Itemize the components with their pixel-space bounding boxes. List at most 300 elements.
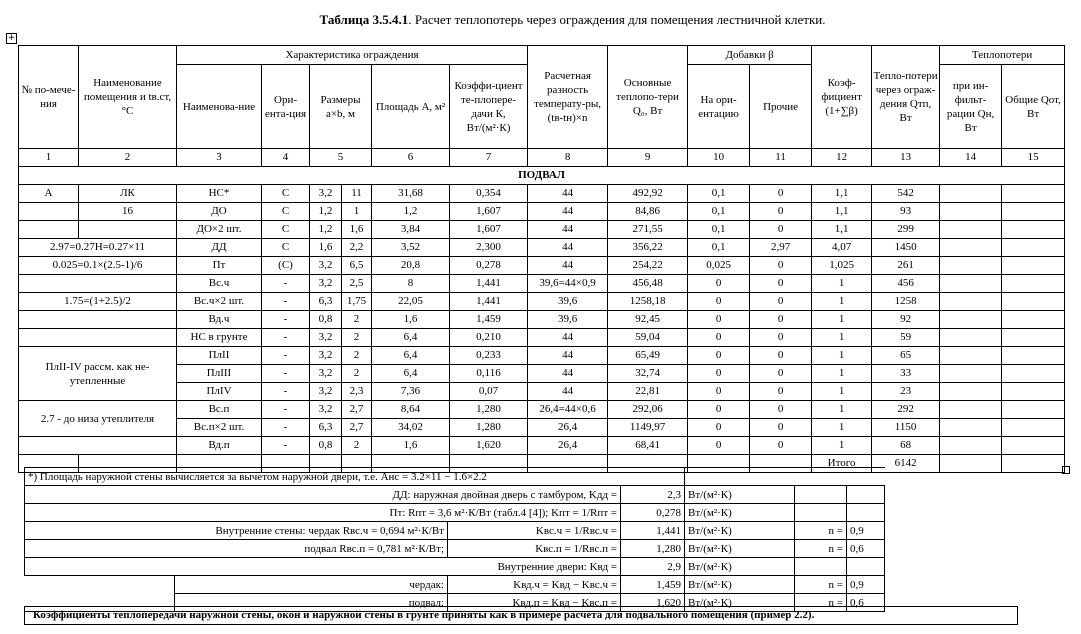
header-col4: Ори-ента-ция: [262, 65, 310, 149]
envelope-loss-cell: 1258: [872, 293, 940, 311]
col-number: 14: [940, 149, 1002, 167]
size-a-cell: 0,8: [310, 437, 342, 455]
element-name-cell: ДД: [177, 239, 262, 257]
formula-note-cell: [19, 437, 177, 455]
size-a-cell: 3,2: [310, 329, 342, 347]
note-dd-value: 2,3: [621, 486, 685, 504]
orientation-cell: -: [262, 311, 310, 329]
other-add-cell: 0: [750, 293, 812, 311]
col-number: 10: [688, 149, 750, 167]
temp-diff-cell: 44: [528, 383, 608, 401]
table-row: [19, 185, 1065, 203]
total-loss-cell: [1002, 347, 1065, 365]
header-col1: № по-мече-ния: [19, 46, 79, 149]
infiltration-loss-cell: [940, 329, 1002, 347]
col-number: 6: [372, 149, 450, 167]
header-col2: Наименование помещения и tв.ст, °С: [79, 46, 177, 149]
orientation-add-cell: 0: [688, 365, 750, 383]
temp-diff-cell: 39,6: [528, 293, 608, 311]
k-coefficient-cell: 1,620: [450, 437, 528, 455]
table-row: [19, 239, 1065, 257]
col-number: 11: [750, 149, 812, 167]
col-number: 5: [310, 149, 372, 167]
area-cell: 20,8: [372, 257, 450, 275]
temp-diff-cell: 44: [528, 239, 608, 257]
infiltration-loss-cell: [940, 203, 1002, 221]
header-col11: Прочие: [750, 65, 812, 149]
merged-note-cell: ПлII-IV рассм. как не-утепленные: [19, 347, 177, 401]
factor-cell: 1: [812, 347, 872, 365]
header-col7: Коэффи-циент те-плопере-дачи К, Вт/(м²·К): [450, 65, 528, 149]
base-loss-cell: 356,22: [608, 239, 688, 257]
base-loss-cell: 292,06: [608, 401, 688, 419]
total-loss-cell: [1002, 401, 1065, 419]
base-loss-cell: 1258,18: [608, 293, 688, 311]
infiltration-loss-cell: [940, 293, 1002, 311]
col-number: 2: [79, 149, 177, 167]
orientation-add-cell: 0,1: [688, 185, 750, 203]
base-loss-cell: 92,45: [608, 311, 688, 329]
size-b-cell: 2: [342, 365, 372, 383]
table-row: [19, 275, 1065, 293]
base-loss-cell: 32,74: [608, 365, 688, 383]
header-col8: Расчетная разность температу-ры, (tв-tн)×n: [528, 46, 608, 149]
room-name-cell: ЛК: [79, 185, 177, 203]
room-name-cell: 16: [79, 203, 177, 221]
size-a-cell: 3,2: [310, 347, 342, 365]
element-name-cell: Вс.ч: [177, 275, 262, 293]
note-inner-doors-value: 2,9: [621, 558, 685, 576]
size-a-cell: 6,3: [310, 419, 342, 437]
envelope-loss-cell: 59: [872, 329, 940, 347]
area-cell: 31,68: [372, 185, 450, 203]
k-coefficient-cell: 2,300: [450, 239, 528, 257]
note-n-label: n =: [795, 522, 847, 540]
size-b-cell: 2: [342, 347, 372, 365]
note-n-label: n =: [795, 576, 847, 594]
table-row: [19, 221, 1065, 239]
orientation-cell: -: [262, 347, 310, 365]
table-row: [19, 293, 1065, 311]
infiltration-loss-cell: [940, 383, 1002, 401]
formula-note-cell: [19, 329, 177, 347]
note-inner-walls-basement: подвал Rвс.п = 0,781 м²·К/Вт;: [25, 540, 448, 558]
size-b-cell: 6,5: [342, 257, 372, 275]
total-loss-cell: [1002, 185, 1065, 203]
k-coefficient-cell: 0,07: [450, 383, 528, 401]
other-add-cell: 0: [750, 401, 812, 419]
col-number: 8: [528, 149, 608, 167]
table-title: [0, 12, 1081, 28]
other-add-cell: 0: [750, 365, 812, 383]
factor-cell: 1,1: [812, 185, 872, 203]
temp-diff-cell: 26,4: [528, 419, 608, 437]
total-value: 6142: [872, 455, 940, 473]
orientation-cell: -: [262, 401, 310, 419]
col-number: 1: [19, 149, 79, 167]
size-b-cell: 2,7: [342, 401, 372, 419]
note-inner-doors-unit: Вт/(м²·К): [685, 558, 795, 576]
factor-cell: 4,07: [812, 239, 872, 257]
area-cell: 3,84: [372, 221, 450, 239]
envelope-loss-cell: 1450: [872, 239, 940, 257]
area-cell: 34,02: [372, 419, 450, 437]
note-pt-value: 0,278: [621, 504, 685, 522]
envelope-loss-cell: 23: [872, 383, 940, 401]
base-loss-cell: 492,92: [608, 185, 688, 203]
size-b-cell: 1,6: [342, 221, 372, 239]
area-cell: 1,6: [372, 311, 450, 329]
table-move-handle-icon[interactable]: +: [7, 33, 16, 43]
orientation-cell: -: [262, 419, 310, 437]
factor-cell: 1: [812, 401, 872, 419]
table-row: [19, 311, 1065, 329]
element-name-cell: ПлIV: [177, 383, 262, 401]
table-cell: [795, 558, 847, 576]
col-number: 3: [177, 149, 262, 167]
note-door-attic-unit: Вт/(м²·К): [685, 576, 795, 594]
orientation-add-cell: 0,1: [688, 203, 750, 221]
header-col9: Основные теплопо-тери Q₀, Вт: [608, 46, 688, 149]
temp-diff-cell: 26,4: [528, 437, 608, 455]
size-a-cell: 1,2: [310, 203, 342, 221]
orientation-add-cell: 0: [688, 401, 750, 419]
envelope-loss-cell: 33: [872, 365, 940, 383]
infiltration-loss-cell: [940, 311, 1002, 329]
temp-diff-cell: 44: [528, 365, 608, 383]
k-coefficient-cell: 0,233: [450, 347, 528, 365]
orientation-cell: -: [262, 293, 310, 311]
note-door-attic-value: 1,459: [621, 576, 685, 594]
header-col13: Тепло-потери через ограж-дения Qтп, Вт: [872, 46, 940, 149]
formula-note-cell: 0.025=0.1×(2.5-1)/6: [19, 257, 177, 275]
col-number: 4: [262, 149, 310, 167]
base-loss-cell: 254,22: [608, 257, 688, 275]
element-name-cell: Вс.п×2 шт.: [177, 419, 262, 437]
table-row: [19, 401, 1065, 419]
size-a-cell: 3,2: [310, 383, 342, 401]
envelope-loss-cell: 92: [872, 311, 940, 329]
infiltration-loss-cell: [940, 401, 1002, 419]
factor-cell: 1: [812, 365, 872, 383]
note-door-basement-k: Kвд.п = Kвд − Kвс.п =: [448, 594, 621, 612]
formula-note-cell: [19, 311, 177, 329]
formula-note-cell: 1.75=(1+2.5)/2: [19, 293, 177, 311]
formula-note-cell: 2.97=0.27H=0.27×11: [19, 239, 177, 257]
size-b-cell: 11: [342, 185, 372, 203]
room-name-cell: [79, 221, 177, 239]
note-n-value: 0,6: [847, 594, 885, 612]
base-loss-cell: 68,41: [608, 437, 688, 455]
col-number: 13: [872, 149, 940, 167]
orientation-cell: С: [262, 239, 310, 257]
temp-diff-cell: 44: [528, 257, 608, 275]
size-a-cell: 3,2: [310, 401, 342, 419]
orientation-add-cell: 0,025: [688, 257, 750, 275]
col-number: 9: [608, 149, 688, 167]
area-cell: 1,2: [372, 203, 450, 221]
table-title-number: Таблица 3.5.4.1: [319, 12, 409, 27]
orientation-add-cell: 0: [688, 311, 750, 329]
total-loss-cell: [1002, 203, 1065, 221]
total-label: Итого: [812, 455, 872, 473]
orientation-add-cell: 0: [688, 275, 750, 293]
temp-diff-cell: 44: [528, 221, 608, 239]
factor-cell: 1: [812, 437, 872, 455]
size-a-cell: 3,2: [310, 257, 342, 275]
k-coefficient-cell: 1,441: [450, 275, 528, 293]
envelope-loss-cell: 456: [872, 275, 940, 293]
temp-diff-cell: 26,4=44×0,6: [528, 401, 608, 419]
col-number: 7: [450, 149, 528, 167]
element-name-cell: ДО×2 шт.: [177, 221, 262, 239]
other-add-cell: 0: [750, 221, 812, 239]
orientation-cell: -: [262, 329, 310, 347]
note-door-basement-value: 1,620: [621, 594, 685, 612]
total-loss-cell: [1002, 329, 1065, 347]
note-inner-walls-basement-unit: Вт/(м²·К): [685, 540, 795, 558]
factor-cell: 1,1: [812, 221, 872, 239]
size-a-cell: 3,2: [310, 275, 342, 293]
table-cell: [795, 486, 847, 504]
size-a-cell: 3,2: [310, 185, 342, 203]
note-n-label: n =: [795, 594, 847, 612]
notes-block: [24, 467, 884, 612]
note-inner-walls-basement-k: Kвс.п = 1/Rвс.п =: [448, 540, 621, 558]
note-inner-walls-attic-value: 1,441: [621, 522, 685, 540]
size-b-cell: 2: [342, 311, 372, 329]
header-group-characteristics: Характеристика ограждения: [177, 46, 528, 65]
table-row: [19, 347, 1065, 365]
note-inner-walls-attic-k: Kвс.ч = 1/Rвс.ч =: [448, 522, 621, 540]
element-name-cell: Вс.ч×2 шт.: [177, 293, 262, 311]
note-inner-doors-label: Внутренние двери: Kвд =: [25, 558, 621, 576]
element-name-cell: ДО: [177, 203, 262, 221]
k-coefficient-cell: 0,116: [450, 365, 528, 383]
envelope-loss-cell: 261: [872, 257, 940, 275]
infiltration-loss-cell: [940, 257, 1002, 275]
orientation-add-cell: 0,1: [688, 239, 750, 257]
total-loss-cell: [1002, 239, 1065, 257]
envelope-loss-cell: 299: [872, 221, 940, 239]
element-name-cell: Вд.ч: [177, 311, 262, 329]
table-row: [19, 257, 1065, 275]
header-col6: Площадь A, м²: [372, 65, 450, 149]
infiltration-loss-cell: [940, 275, 1002, 293]
element-name-cell: Вд.п: [177, 437, 262, 455]
size-b-cell: 2,5: [342, 275, 372, 293]
factor-cell: 1: [812, 383, 872, 401]
k-coefficient-cell: 0,278: [450, 257, 528, 275]
formula-note-cell: [19, 275, 177, 293]
k-coefficient-cell: 1,607: [450, 221, 528, 239]
k-coefficient-cell: 1,280: [450, 401, 528, 419]
base-loss-cell: 271,55: [608, 221, 688, 239]
other-add-cell: 0: [750, 419, 812, 437]
size-a-cell: 6,3: [310, 293, 342, 311]
orientation-cell: С: [262, 221, 310, 239]
merged-note-cell: 2.7 - до низа утеплителя: [19, 401, 177, 437]
note-door-basement-unit: Вт/(м²·К): [685, 594, 795, 612]
other-add-cell: 0: [750, 437, 812, 455]
table-cell: [25, 576, 175, 594]
base-loss-cell: 1149,97: [608, 419, 688, 437]
size-a-cell: 1,2: [310, 221, 342, 239]
factor-cell: 1: [812, 311, 872, 329]
element-name-cell: ПлIII: [177, 365, 262, 383]
infiltration-loss-cell: [940, 239, 1002, 257]
size-b-cell: 1: [342, 203, 372, 221]
header-col15: Общие Qот, Вт: [1002, 65, 1065, 149]
envelope-loss-cell: 542: [872, 185, 940, 203]
envelope-loss-cell: 1150: [872, 419, 940, 437]
temp-diff-cell: 39,6: [528, 311, 608, 329]
table-cell: [940, 455, 1002, 473]
note-inner-walls-attic-unit: Вт/(м²·К): [685, 522, 795, 540]
k-coefficient-cell: 0,210: [450, 329, 528, 347]
note-door-attic-label: чердак:: [175, 576, 448, 594]
header-col10: На ори-ентацию: [688, 65, 750, 149]
header-col12: Коэф-фициент (1+∑β): [812, 46, 872, 149]
header-group-losses: Теплопотери: [940, 46, 1065, 65]
total-loss-cell: [1002, 293, 1065, 311]
element-name-cell: ПлII: [177, 347, 262, 365]
note-dd-label: ДД: наружная двойная дверь с тамбуром, Kдд =: [25, 486, 621, 504]
area-cell: 7,36: [372, 383, 450, 401]
area-cell: 6,4: [372, 347, 450, 365]
orientation-add-cell: 0: [688, 437, 750, 455]
k-coefficient-cell: 1,441: [450, 293, 528, 311]
size-b-cell: 2,7: [342, 419, 372, 437]
total-loss-cell: [1002, 437, 1065, 455]
note-door-attic-k: Kвд.ч = Kвд − Kвс.ч =: [448, 576, 621, 594]
orientation-cell: -: [262, 365, 310, 383]
factor-cell: 1,025: [812, 257, 872, 275]
infiltration-loss-cell: [940, 185, 1002, 203]
base-loss-cell: 84,86: [608, 203, 688, 221]
other-add-cell: 0: [750, 185, 812, 203]
room-number-cell: А: [19, 185, 79, 203]
size-b-cell: 2,3: [342, 383, 372, 401]
other-add-cell: 0: [750, 383, 812, 401]
k-coefficient-cell: 0,354: [450, 185, 528, 203]
orientation-add-cell: 0: [688, 329, 750, 347]
table-cell: [847, 486, 885, 504]
note-n-value: 0,9: [847, 522, 885, 540]
total-loss-cell: [1002, 419, 1065, 437]
room-number-cell: [19, 221, 79, 239]
note-pt-label: Пт: Rпт = 3,6 м²·К/Вт (табл.4 [4]); Kпт = 1/Rпт =: [25, 504, 621, 522]
note-n-value: 0,9: [847, 576, 885, 594]
size-b-cell: 2,2: [342, 239, 372, 257]
table-row: [19, 437, 1065, 455]
col-number: 15: [1002, 149, 1065, 167]
temp-diff-cell: 39,6=44×0,9: [528, 275, 608, 293]
header-group-additions: Добавки β: [688, 46, 812, 65]
area-cell: 22,05: [372, 293, 450, 311]
other-add-cell: 0: [750, 329, 812, 347]
table-cell: [1002, 455, 1065, 473]
note-area-formula: *) Площадь наружной стены вычисляется за вычетом наружной двери, т.е. Aнс = 3.2×11 − 1.6×2.2: [25, 468, 685, 486]
factor-cell: 1: [812, 275, 872, 293]
base-loss-cell: 22,81: [608, 383, 688, 401]
size-a-cell: 0,8: [310, 311, 342, 329]
area-cell: 8,64: [372, 401, 450, 419]
infiltration-loss-cell: [940, 347, 1002, 365]
orientation-cell: С: [262, 203, 310, 221]
area-cell: 6,4: [372, 365, 450, 383]
k-coefficient-cell: 1,607: [450, 203, 528, 221]
orientation-add-cell: 0: [688, 383, 750, 401]
base-loss-cell: 456,48: [608, 275, 688, 293]
table-row: [19, 329, 1065, 347]
factor-cell: 1: [812, 293, 872, 311]
infiltration-loss-cell: [940, 221, 1002, 239]
orientation-add-cell: 0: [688, 347, 750, 365]
total-loss-cell: [1002, 311, 1065, 329]
total-loss-cell: [1002, 383, 1065, 401]
table-cell: [847, 504, 885, 522]
note-inner-walls-basement-value: 1,280: [621, 540, 685, 558]
temp-diff-cell: 44: [528, 203, 608, 221]
base-loss-cell: 65,49: [608, 347, 688, 365]
other-add-cell: 0: [750, 347, 812, 365]
other-add-cell: 0: [750, 203, 812, 221]
temp-diff-cell: 44: [528, 329, 608, 347]
element-name-cell: НС в грунте: [177, 329, 262, 347]
area-cell: 1,6: [372, 437, 450, 455]
orientation-cell: С: [262, 185, 310, 203]
other-add-cell: 2,97: [750, 239, 812, 257]
orientation-add-cell: 0: [688, 293, 750, 311]
envelope-loss-cell: 68: [872, 437, 940, 455]
total-loss-cell: [1002, 365, 1065, 383]
orientation-cell: (С): [262, 257, 310, 275]
temp-diff-cell: 44: [528, 185, 608, 203]
section-title: ПОДВАЛ: [19, 167, 1065, 185]
header-col3: Наименова-ние: [177, 65, 262, 149]
note-n-value: 0,6: [847, 540, 885, 558]
orientation-add-cell: 0,1: [688, 221, 750, 239]
factor-cell: 1: [812, 419, 872, 437]
element-name-cell: Пт: [177, 257, 262, 275]
area-cell: 3,52: [372, 239, 450, 257]
header-col5: Размеры a×b, м: [310, 65, 372, 149]
area-cell: 6,4: [372, 329, 450, 347]
envelope-loss-cell: 65: [872, 347, 940, 365]
base-loss-cell: 59,04: [608, 329, 688, 347]
note-dd-unit: Вт/(м²·К): [685, 486, 795, 504]
temp-diff-cell: 44: [528, 347, 608, 365]
total-loss-cell: [1002, 275, 1065, 293]
orientation-add-cell: 0: [688, 419, 750, 437]
total-loss-cell: [1002, 221, 1065, 239]
size-b-cell: 2: [342, 329, 372, 347]
heat-loss-table: [18, 45, 1065, 473]
size-a-cell: 1,6: [310, 239, 342, 257]
k-coefficient-cell: 1,280: [450, 419, 528, 437]
infiltration-loss-cell: [940, 437, 1002, 455]
table-title-text: . Расчет теплопотерь через ограждения для помещения лестничной клетки.: [408, 12, 826, 27]
note-n-label: n =: [795, 540, 847, 558]
size-b-cell: 2: [342, 437, 372, 455]
orientation-cell: -: [262, 275, 310, 293]
room-number-cell: [19, 203, 79, 221]
element-name-cell: Вс.п: [177, 401, 262, 419]
footer-note: Коэффициенты теплопередачи наружной стены, окон и наружной стены в грунте приняты как в примере расчета для подвального помещения (пример 2.2).: [24, 606, 1018, 625]
note-inner-walls-attic: Внутренние стены: чердак Rвс.ч = 0,694 м²·К/Вт: [25, 522, 448, 540]
note-pt-unit: Вт/(м²·К): [685, 504, 795, 522]
